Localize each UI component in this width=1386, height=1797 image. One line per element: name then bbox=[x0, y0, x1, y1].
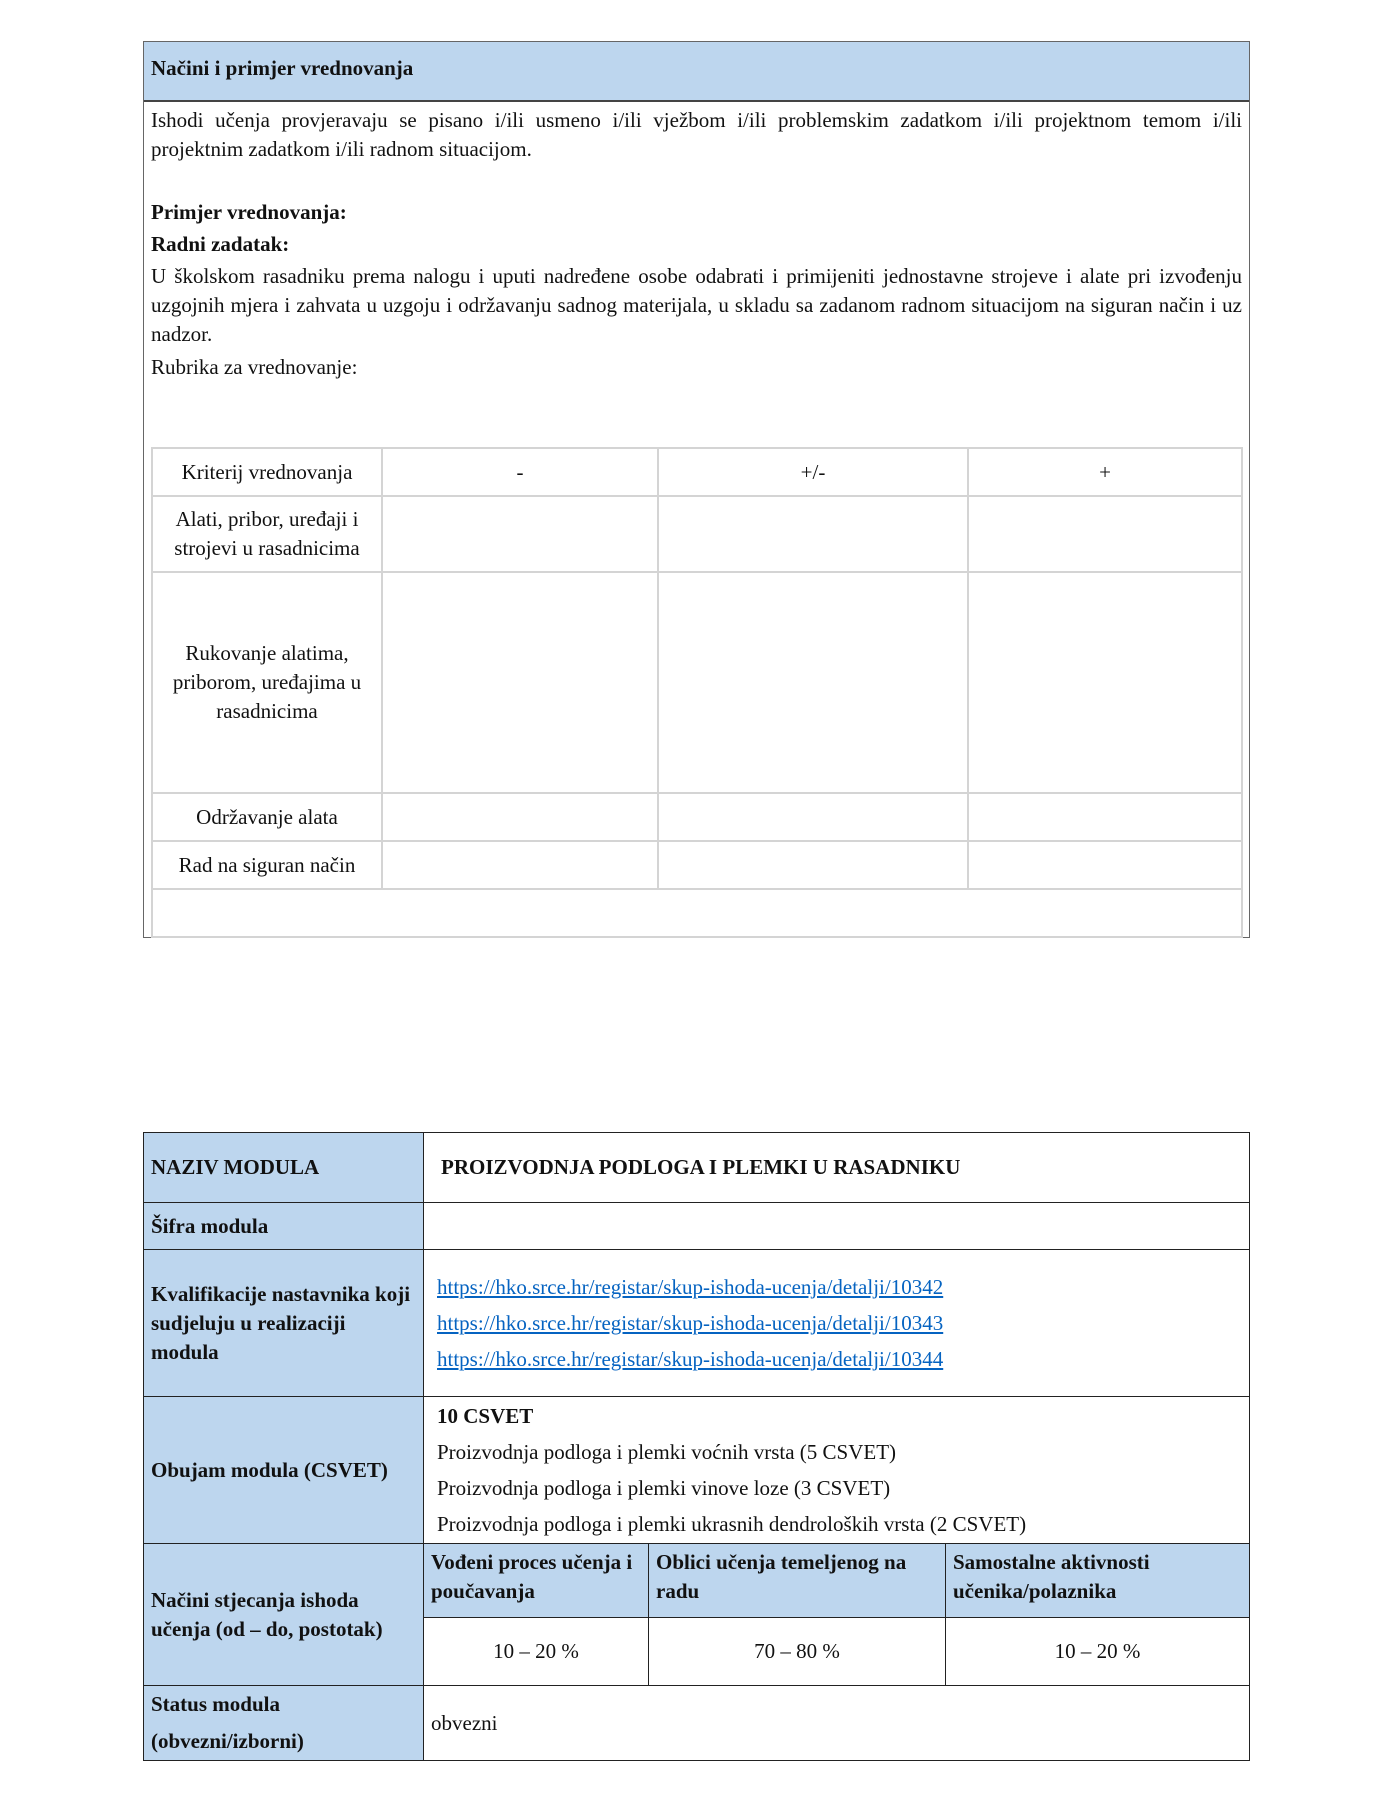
qualification-link[interactable]: https://hko.srce.hr/registar/skup-ishoda-ucenja/detalji/10342 bbox=[437, 1275, 944, 1299]
method-value: 10 – 20 % bbox=[424, 1618, 649, 1686]
method-header: Samostalne aktivnosti učenika/polaznika bbox=[946, 1544, 1250, 1618]
rubric-cell[interactable] bbox=[658, 572, 968, 793]
module-volume-total: 10 CSVET bbox=[437, 1404, 534, 1428]
method-value: 10 – 20 % bbox=[946, 1618, 1250, 1686]
task-heading: Radni zadatak: bbox=[151, 232, 290, 256]
section-title: Načini i primjer vrednovanja bbox=[144, 42, 1249, 102]
module-name-label: NAZIV MODULA bbox=[144, 1133, 424, 1203]
rubric-empty-row bbox=[152, 889, 1242, 937]
rubric-cell[interactable] bbox=[382, 793, 658, 841]
rubric-criterion: Rukovanje alatima, priborom, uređajima u rasadnicima bbox=[152, 572, 382, 793]
rubric-table bbox=[151, 447, 1243, 938]
teacher-qualifications-label: Kvalifikacije nastavnika koji sudjeluju u realizaciji modula bbox=[144, 1250, 424, 1397]
rubric-cell[interactable] bbox=[382, 572, 658, 793]
rubric-header: +/- bbox=[658, 448, 968, 496]
rubric-criterion: Rad na siguran način bbox=[152, 841, 382, 889]
rubric-header: + bbox=[968, 448, 1242, 496]
learning-methods-label: Načini stjecanja ishoda učenja (od – do, postotak) bbox=[144, 1544, 424, 1686]
table-row bbox=[152, 496, 1242, 572]
task-text: U školskom rasadniku prema nalogu i uputi nadređene osobe odabrati i primijeniti jednostavne strojeve i alate pri izvođenju uzgojnih mjera i zahvata u uzgoju i održavanju sadnog materijala, u skladu sa zadanom radnom situacijom na siguran način i uz nadzor. bbox=[151, 264, 1242, 346]
evaluation-section bbox=[143, 41, 1250, 938]
module-name-value: PROIZVODNJA PODLOGA I PLEMKI U RASADNIKU bbox=[424, 1133, 1250, 1203]
rubric-header: - bbox=[382, 448, 658, 496]
rubric-cell[interactable] bbox=[968, 572, 1242, 793]
rubric-cell[interactable] bbox=[382, 841, 658, 889]
rubric-criterion: Alati, pribor, uređaji i strojevi u rasadnicima bbox=[152, 496, 382, 572]
rubric-cell[interactable] bbox=[658, 496, 968, 572]
rubric-criterion: Održavanje alata bbox=[152, 793, 382, 841]
module-status-label: Status modula (obvezni/izborni) bbox=[144, 1686, 424, 1761]
rubric-header: Kriterij vrednovanja bbox=[152, 448, 382, 496]
table-row bbox=[152, 841, 1242, 889]
module-volume-label: Obujam modula (CSVET) bbox=[144, 1397, 424, 1544]
intro-text: Ishodi učenja provjeravaju se pisano i/ili usmeno i/ili vježbom i/ili problemskim zadatkom i/ili projektnom temom i/ili projektnim zadatkom i/ili radnom situacijom. bbox=[151, 108, 1242, 161]
module-code-value bbox=[424, 1203, 1250, 1250]
rubric-cell[interactable] bbox=[658, 841, 968, 889]
rubric-cell[interactable] bbox=[968, 793, 1242, 841]
table-row bbox=[152, 572, 1242, 793]
rubric-label: Rubrika za vrednovanje: bbox=[151, 355, 358, 379]
table-row bbox=[152, 793, 1242, 841]
qualification-link[interactable]: https://hko.srce.hr/registar/skup-ishoda-ucenja/detalji/10343 bbox=[437, 1311, 944, 1335]
module-volume-item: Proizvodnja podloga i plemki ukrasnih dendroloških vrsta (2 CSVET) bbox=[437, 1512, 1027, 1536]
module-status-value: obvezni bbox=[424, 1686, 1250, 1761]
method-header: Oblici učenja temeljenog na radu bbox=[649, 1544, 946, 1618]
method-value: 70 – 80 % bbox=[649, 1618, 946, 1686]
qualification-link[interactable]: https://hko.srce.hr/registar/skup-ishoda-ucenja/detalji/10344 bbox=[437, 1347, 944, 1371]
rubric-cell[interactable] bbox=[968, 496, 1242, 572]
module-volume-item: Proizvodnja podloga i plemki voćnih vrsta (5 CSVET) bbox=[437, 1440, 897, 1464]
module-code-label: Šifra modula bbox=[144, 1203, 424, 1250]
table-row bbox=[152, 889, 1242, 937]
rubric-cell[interactable] bbox=[658, 793, 968, 841]
method-header: Vođeni proces učenja i poučavanja bbox=[424, 1544, 649, 1618]
module-volume-item: Proizvodnja podloga i plemki vinove loze (3 CSVET) bbox=[437, 1476, 891, 1500]
module-table bbox=[143, 1132, 1250, 1761]
rubric-cell[interactable] bbox=[968, 841, 1242, 889]
rubric-cell[interactable] bbox=[382, 496, 658, 572]
example-heading: Primjer vrednovanja: bbox=[151, 200, 347, 224]
